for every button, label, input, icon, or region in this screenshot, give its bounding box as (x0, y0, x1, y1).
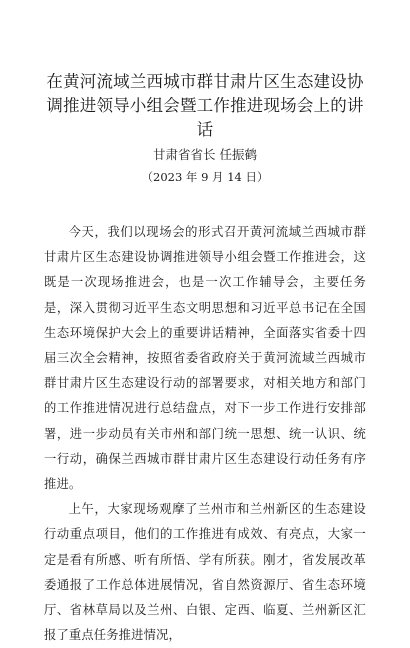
body-paragraph: 上午，大家现场观摩了兰州市和兰州新区的生态建设行动重点项目，他们的工作推进有成效、有亮点，大家一定是看有所感、听有所悟、学有所获。刚才，省发展改革委通报了工作总体进展情况，省自然资源厅、省生态环境厅、省林草局以及兰州、白银、定西、临夏、兰州新区汇报了重点任务推进情况， (44, 502, 366, 643)
speaker-byline: 甘肃省省长 任振鹤 (153, 147, 257, 162)
document-body (44, 220, 366, 648)
document-title: 在黄河流域兰西城市群甘肃片区生态建设协调推进领导小组会暨工作推进现场会上的讲话 (46, 72, 364, 139)
body-paragraph: 今天，我们以现场会的形式召开黄河流域兰西城市群甘肃片区生态建设协调推进领导小组会暨工作推进会，这既是一次现场推进会，也是一次工作辅导会，主要任务是，深入贯彻习近平生态文明思想和习近平总书记在全国生态环境保护大会上的重要讲话精神，全面落实省委十四届三次全会精神，按照省委省政府关于黄河流域兰西城市群甘肃片区生态建设行动的部署要求，对相关地方和部门的工作推进情况进行总结盘点，对下一步工作进行安排部署，进一步动员有关市州和部门统一思想、统一认识、统一行动，确保兰西城市群甘肃片区生态建设行动任务有序推进。 (44, 225, 366, 492)
speech-date: （2023 年 9 月 14 日） (141, 170, 269, 184)
